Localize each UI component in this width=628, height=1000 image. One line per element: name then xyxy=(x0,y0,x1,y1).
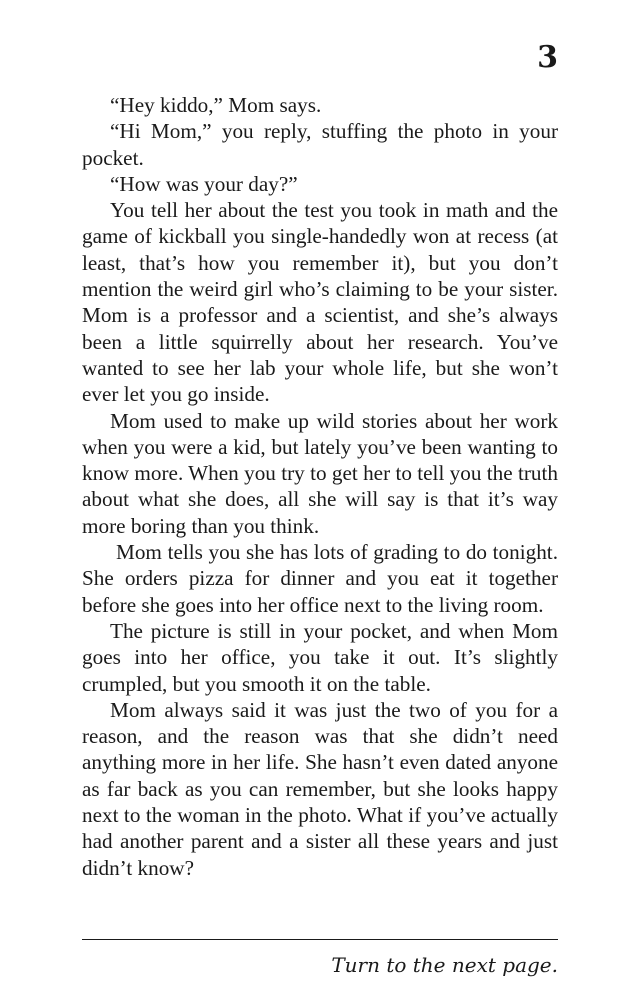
paragraph: Mom tells you she has lots of grading to do tonight. She orders pizza for dinner and you eat it together before she goes into her office next to the living room. xyxy=(82,540,558,617)
footer-divider xyxy=(82,939,558,940)
page-number: 3 xyxy=(537,40,558,75)
paragraph: The picture is still in your pocket, and when Mom goes into her office, you take it out. It’s slightly crumpled, but you smooth it on the table. xyxy=(82,618,558,696)
paragraph: “How was your day?” xyxy=(110,171,298,196)
paragraph: You tell her about the test you took in math and the game of kickball you single-handedly won at recess (at least, that’s how you remember it), but you don’t mention the weird girl who’s claiming to be your sister. Mom is a professor and a scientist, and she’s always been a little squirrelly about her research. You’ve wanted to see her lab your whole life, but she won’t ever let you go inside. xyxy=(82,198,558,407)
paragraph: “Hey kiddo,” Mom says. xyxy=(110,93,322,117)
paragraph: Mom always said it was just the two of you for a reason, and the reason was that she didn’t need anything more in her life. She hasn’t even dated anyone as far back as you can remember, but she looks happy next to the woman in the photo. What if you’ve actually had another parent and a sister all these years and just didn’t know? xyxy=(82,697,558,880)
paragraph: Mom used to make up wild stories about her work when you were a kid, but lately you’ve been wanting to know more. When you try to get her to tell you the truth about what she does, all she will say is that it’s way more boring than you think. xyxy=(82,408,558,538)
paragraph: “Hi Mom,” you reply, stuffing the photo in your pocket. xyxy=(82,119,558,170)
turn-page-prompt: Turn to the next page. xyxy=(331,953,558,977)
story-text xyxy=(82,92,558,881)
